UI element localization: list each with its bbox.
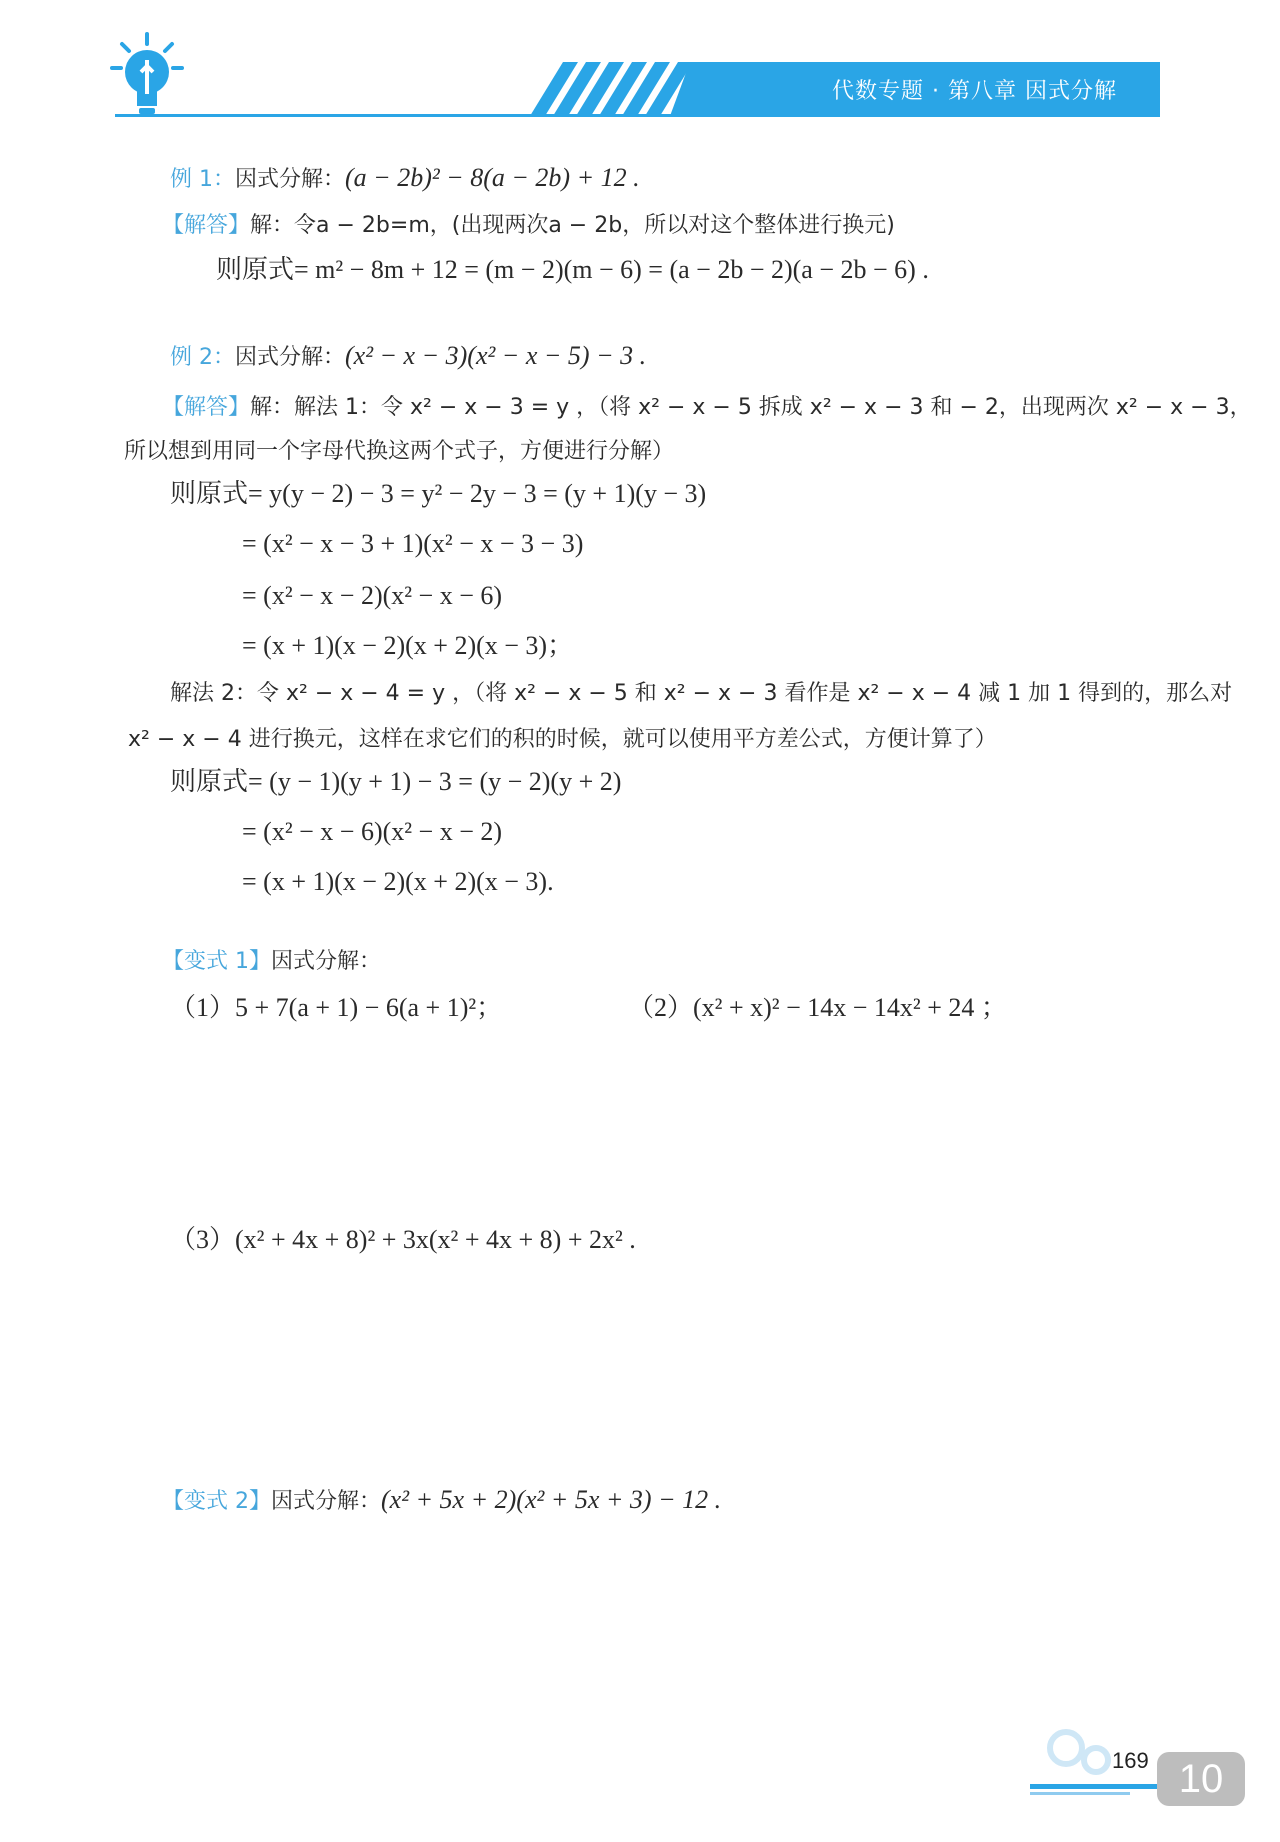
- method-1-step: = (x + 1)(x − 2)(x + 2)(x − 3)；: [242, 631, 574, 660]
- method-1-step: 则原式= y(y − 2) − 3 = y² − 2y − 3 = (y + 1)(y − 3): [170, 479, 707, 508]
- example-1-result: 则原式= m² − 8m + 12 = (m − 2)(m − 6) = (a − 2b − 2)(a − 2b − 6) .: [216, 255, 929, 284]
- variant-2-prompt: 因式分解：: [271, 1489, 382, 1514]
- example-1-answer-text: 解：令a − 2b=m，(出现两次a − 2b，所以对这个整体进行换元): [250, 213, 895, 238]
- chapter-title: 代数专题 · 第八章 因式分解: [832, 79, 1117, 104]
- variant-1-prompt: 因式分解：: [271, 949, 382, 974]
- example-2-method-2-line-2: x² − x − 4 进行换元，这样在求它们的积的时候，就可以使用平方差公式，方便计算了）: [128, 727, 997, 752]
- gear-icon: [1040, 1720, 1120, 1790]
- variant-1-item-1: （1）5 + 7(a + 1) − 6(a + 1)²；: [170, 993, 503, 1022]
- example-1-label: 例 1：: [170, 167, 235, 192]
- example-2-method-1-line-1: 【解答】解：解法 1：令 x² − x − 3 = y ，（将 x² − x − 5 拆成 x² − x − 3 和 − 2，出现两次 x² − x − 3，: [162, 395, 1252, 420]
- variant-1-heading: [162, 944, 381, 978]
- example-2-method-2-line-1: 解法 2：令 x² − x − 4 = y ，（将 x² − x − 5 和 x² − x − 3 看作是 x² − x − 4 减 1 加 1 得到的，那么对: [170, 681, 1233, 706]
- chapter-tab: 10: [1157, 1752, 1245, 1806]
- answer-label: 【解答】: [162, 213, 251, 238]
- method-2-step: = (x + 1)(x − 2)(x + 2)(x − 3).: [242, 867, 554, 896]
- example-2-method-1-line-2: 所以想到用同一个字母代换这两个式子，方便进行分解）: [124, 439, 675, 464]
- page-number: 169: [1112, 1748, 1149, 1773]
- variant-1-label: 【变式 1】: [162, 949, 271, 974]
- method-1-step: = (x² − x − 3 + 1)(x² − x − 3 − 3): [242, 529, 584, 558]
- example-2-prompt: 因式分解：: [235, 345, 346, 370]
- example-1-answer: [162, 208, 895, 242]
- method-1-step: = (x² − x − 2)(x² − x − 6): [242, 581, 503, 610]
- example-2-label: 例 2：: [170, 345, 235, 370]
- variant-2-label: 【变式 2】: [162, 1489, 271, 1514]
- variant-2: [162, 1484, 721, 1518]
- answer-label: 【解答】: [162, 395, 251, 420]
- example-1-expr: (a − 2b)² − 8(a − 2b) + 12 .: [345, 163, 640, 192]
- example-2-expr: (x² − x − 3)(x² − x − 5) − 3 .: [345, 341, 647, 370]
- variant-1-item-3: （3）(x² + 4x + 8)² + 3x(x² + 4x + 8) + 2x² .: [170, 1225, 636, 1254]
- example-2: [170, 340, 646, 374]
- variant-1-item-2: （2）(x² + x)² − 14x − 14x² + 24 ；: [628, 993, 1007, 1022]
- lightbulb-icon: [108, 32, 186, 118]
- method-2-step: = (x² − x − 6)(x² − x − 2): [242, 817, 503, 846]
- footer-rule-secondary: [1030, 1792, 1130, 1795]
- method-2-step: 则原式= (y − 1)(y + 1) − 3 = (y − 2)(y + 2): [170, 767, 622, 796]
- example-1: [170, 162, 640, 196]
- example-1-prompt: 因式分解：: [235, 167, 346, 192]
- variant-2-expr: (x² + 5x + 2)(x² + 5x + 3) − 12 .: [381, 1485, 722, 1514]
- header-band: [0, 0, 1280, 125]
